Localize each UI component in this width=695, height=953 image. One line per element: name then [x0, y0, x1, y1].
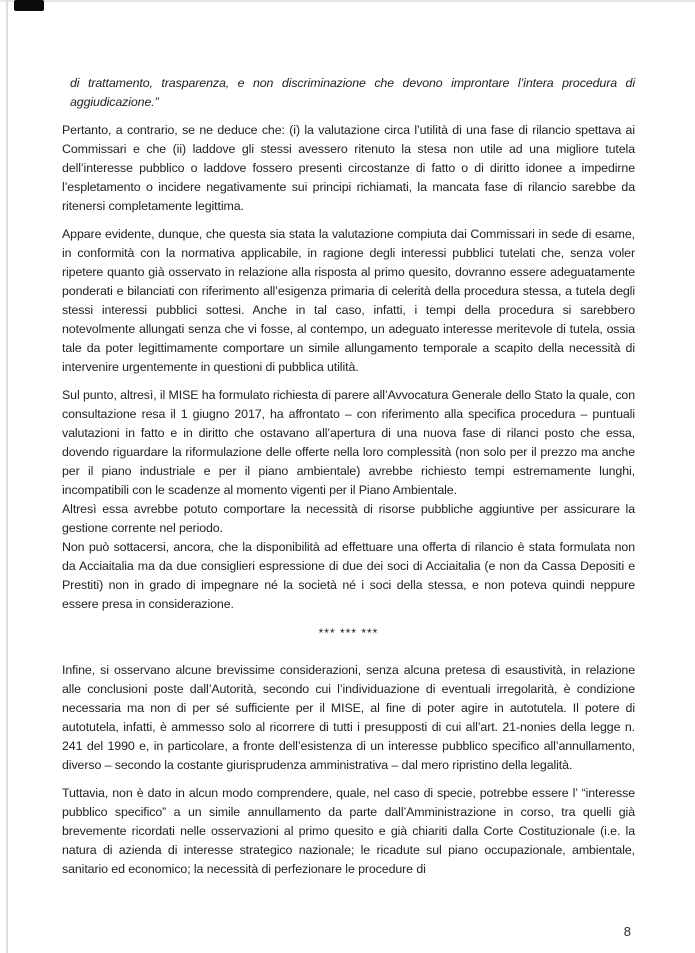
paragraph-infine: Infine, si osservano alcune brevissime considerazioni, senza alcuna pretesa di esaustività, in relazione alle conclusioni poste dall’Autorità, secondo cui l’individuazione di eventuali irregolarità, è condizione necessaria ma non di per sé sufficiente per il MISE, al fine di poter agire in autotutela. Il potere di autotutela, infatti, è ammesso solo al ricorrere di tutti i presupposti di cui all’art. 21-nonies della legge n. 241 del 1990 e, in particolare, a fronte dell’esistenza di un interesse pubblico specifico all’annullamento, diverso – secondo la costante giurisprudenza amministrativa – dal mero ripristino della legalità. — [62, 663, 635, 772]
paragraph-appare: Appare evidente, dunque, che questa sia stata la valutazione compiuta dai Commissari in sede di esame, in conformità con la normativa applicabile, in ragione degli interessi pubblici tutelati che, senza voler ripetere quanto già osservato in relazione alla risposta al primo quesito, dovranno essere adeguatamente ponderati e bilanciati con riferimento all’esigenza primaria di celerità della procedura stessa, a tutela degli stessi interessi pubblici sottesi. Anche in tal caso, infatti, i tempi della procedura si sarebbero notevolmente allungati senza che vi fosse, al contempo, un adeguato interesse meritevole di tutela, ossia tale da poter legittimamente comportare un simile allungamento temporale a scapito della necessità di intervenire urgentemente in questioni di pubblica utilità. — [62, 227, 635, 374]
paragraph-pertanto: Pertanto, a contrario, se ne deduce che: (i) la valutazione circa l’utilità di una fase di rilancio spettava ai Commissari e che (ii) laddove gli stessi avessero ritenuto la stesa non utile ad una migliore tutela dell’interesse pubblico o laddove fossero presenti circostanze di fatto o di diritto idonee a impedirne l’espletamento o incidere negativamente sui principi richiamati, la mancata fase di rilancio sarebbe da ritenersi completamente legittima. — [62, 123, 635, 213]
page-number: 8 — [623, 924, 631, 939]
paragraph-sul-punto: Sul punto, altresì, il MISE ha formulato richiesta di parere all’Avvocatura Generale dello Stato la quale, con consultazione resa il 1 giugno 2017, ha affrontato – con riferimento alla specifica procedura – puntuali valutazioni in fatto e in diritto che ostavano all’apertura di una nuova fase di rilanci posto che essa, dovendo riguardare la riformulazione delle offerte nella loro complessità (non solo per il prezzo ma anche per il piano industriale e per il piano ambientale) avrebbe richiesto tempi estremamente lunghi, incompatibili con le scadenze al momento vigenti per il Piano Ambientale. — [62, 388, 635, 497]
paragraph-altresi: Altresì essa avrebbe potuto comportare la necessità di risorse pubbliche aggiuntive per assicurare la gestione corrente nel periodo. — [62, 502, 635, 535]
paragraph-group-mise — [62, 386, 635, 614]
scan-edge-left — [6, 0, 8, 953]
paragraph-non-puo: Non può sottacersi, ancora, che la disponibilità ad effettuare una offerta di rilancio è stata formulata non da Acciaitalia ma da due consiglieri espressione di due dei soci di Acciaitalia (e non da Cassa Depositi e Prestiti) non in grado di impegnare né la società né i soci della stessa, e non poteva quindi neppure essere presa in considerazione. — [62, 540, 635, 611]
paragraph-tuttavia: Tuttavia, non è dato in alcun modo comprendere, quale, nel caso di specie, potrebbe essere l’ “interesse pubblico specifico” a un simile annullamento da parte dall’Amministrazione in corso, tra quelli già brevemente ricordati nelle osservazioni al primo quesito e già chiariti dalla Corte Costituzionale (i.e. la natura di azienda di interesse strategico nazionale; le ricadute sul piano occupazionale, ambientale, sanitario ed economico; la necessità di perfezionare le procedure di — [62, 786, 635, 876]
redaction-mark — [14, 0, 44, 11]
quote-paragraph: di trattamento, trasparenza, e non discriminazione che devono improntare l’intera procedura di aggiudicazione.” — [70, 76, 635, 109]
section-separator: *** *** *** — [318, 626, 379, 640]
document-body — [62, 0, 635, 879]
